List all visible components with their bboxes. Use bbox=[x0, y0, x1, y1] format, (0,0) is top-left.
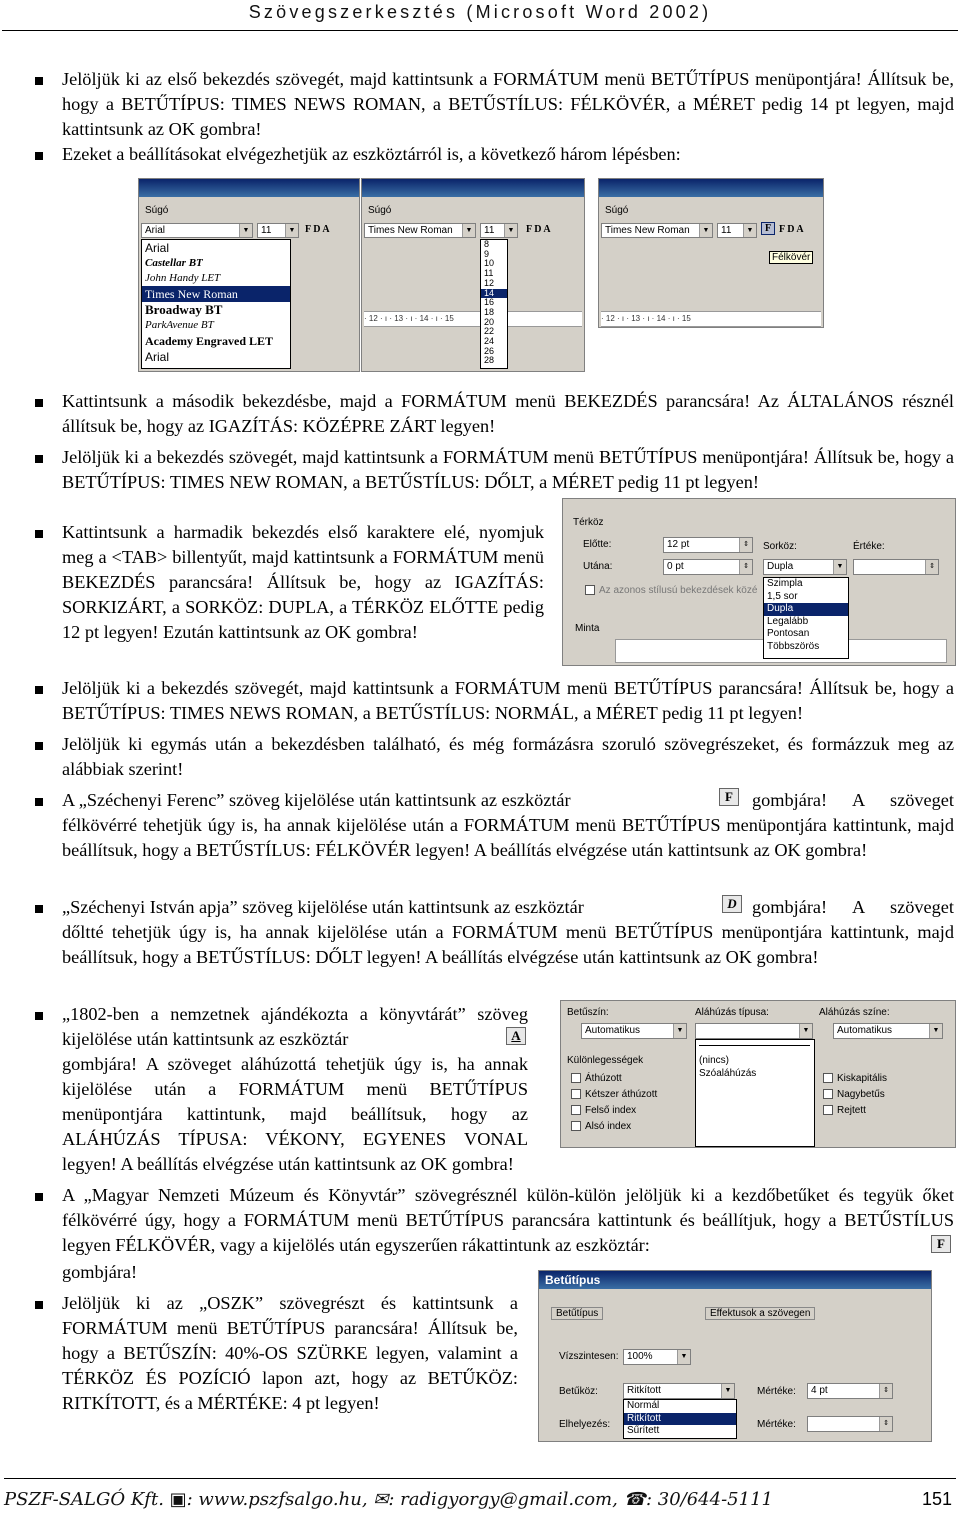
size-list[interactable] bbox=[480, 239, 508, 369]
bullet-text-11b: gombjára! bbox=[62, 1262, 138, 1282]
underline-color-label: Aláhúzás színe: bbox=[819, 1007, 890, 1018]
header-rule bbox=[2, 30, 958, 31]
bullet-marker bbox=[35, 798, 43, 806]
font-name-box[interactable]: Times New Roman ▼ bbox=[364, 223, 476, 238]
character-spacing-dialog-screenshot bbox=[538, 1270, 932, 1442]
list-line[interactable] bbox=[696, 1045, 814, 1055]
position-label: Elhelyezés: bbox=[559, 1419, 611, 1430]
bullet-text-7: Jelöljük ki egymás után a bekezdésben található, és még formázásra szoruló szövegrészeket, és formázzuk meg az alábbiak szerint! bbox=[62, 734, 954, 779]
bullet-marker bbox=[35, 1301, 43, 1309]
underline-type-list[interactable] bbox=[695, 1039, 815, 1147]
effect-checkbox[interactable]: Áthúzott bbox=[571, 1073, 622, 1084]
font-size-box[interactable]: 11 ▼ bbox=[257, 223, 299, 238]
bullet-text-6: Jelöljük ki a bekezdés szövegét, majd kattintsunk a FORMÁTUM menü BETŰTÍPUS parancsára! Állítsuk be, hogy a BETŰTÍPUS: TIMES NEWS ROMAN, a BETŰSTÍLUS: NORMÁL, a MÉRET pedig 11 pt legyen! bbox=[62, 678, 954, 723]
bullet-marker bbox=[35, 399, 43, 407]
chevron-down-icon: ▼ bbox=[833, 560, 846, 574]
effect-checkbox[interactable]: Nagybetűs bbox=[823, 1089, 885, 1100]
bullet-text-5: Kattintsunk a harmadik bekezdés első karaktere elé, nyomjuk meg a <TAB> billentyűt, majd kattintsunk a FORMÁTUM menü BEKEZDÉS parancsára! Állítsuk be, hogy az IGAZÍTÁS: SORKIZÁRT, a SORKÖZ: DUPLA, a TÉRKÖZ ELŐTTE pedig 12 pt legyen! Ezután kattintsunk az OK gombra! bbox=[62, 522, 544, 642]
font-list-item[interactable]: Academy Engraved LET bbox=[145, 334, 274, 348]
bullet-text-9a: „Széchenyi István apja” szöveg kijelölése után kattintsunk az eszköztár bbox=[62, 897, 584, 917]
preview-label: Minta bbox=[575, 623, 600, 634]
footer-contact: PSZF-SALGÓ Kft. ▣: www.pszfsalgo.hu, ✉: radigyorgy@gmail.com, ☎: 30/644-5111 bbox=[4, 1489, 773, 1510]
option[interactable]: Pontosan bbox=[767, 628, 810, 639]
bullet-marker bbox=[35, 1012, 43, 1020]
font-list-item[interactable]: Arial bbox=[145, 241, 170, 255]
menu-label: Súgó bbox=[605, 205, 629, 216]
option[interactable]: Sűrített bbox=[627, 1425, 660, 1436]
underline-color-select[interactable]: Automatikus ▼ bbox=[833, 1023, 943, 1039]
ruler: · 12 · ı · 13 · ı · 14 · ı · 15 bbox=[364, 311, 582, 327]
position-by-field[interactable] bbox=[807, 1416, 893, 1432]
font-size-box[interactable]: 11 ▼ bbox=[717, 223, 757, 238]
font-list-item[interactable]: Castellar BT bbox=[145, 257, 203, 269]
font-list-item[interactable]: ParkAvenue BT bbox=[145, 319, 214, 331]
chevron-down-icon: ▼ bbox=[929, 1024, 942, 1038]
size-list-item[interactable]: 9 bbox=[484, 248, 490, 259]
bullet-text-1: Jelöljük ki az első bekezdés szövegét, majd kattintsunk a FORMÁTUM menü BETŰTÍPUS menüpontjára! Állítsuk be, hogy a BETŰTÍPUS: TIMES NEWS ROMAN, a BETŰSTÍLUS: FÉLKÖVÉR, a MÉRET pedig 14 pt legyen, majd kattintsunk az OK gombra! bbox=[62, 69, 954, 139]
scale-select[interactable]: 100% ▼ bbox=[623, 1349, 691, 1365]
option[interactable]: 1,5 sor bbox=[767, 590, 798, 602]
bullet-marker bbox=[35, 742, 43, 750]
chevron-down-icon: ▼ bbox=[239, 224, 252, 237]
option[interactable]: (nincs) bbox=[699, 1055, 730, 1066]
spacing-select[interactable]: Ritkított ▼ bbox=[623, 1383, 735, 1399]
bullet-text-12: Jelöljük ki az „OSZK” szövegrészt és kattintsunk a FORMÁTUM menü BETŰTÍPUS parancsára! Állítsuk be, hogy a BETŰSZÍN: 40%-OS SZÜRKE legyen, valamint a TÉRKÖZ ÉS POZÍCIÓ lapon azt, hogy az BETŰKÖZ: RITKÍTOTT, és a MÉRTÉKE: 4 pt legyen! bbox=[62, 1293, 518, 1413]
bullet-marker bbox=[35, 530, 43, 538]
size-list-item[interactable]: 24 bbox=[484, 336, 495, 347]
line-spacing-list[interactable] bbox=[763, 577, 849, 659]
font-list-item-selected[interactable]: Times New Roman bbox=[142, 286, 290, 302]
spinner-icon: ⇕ bbox=[739, 560, 752, 574]
font-list-item[interactable]: John Handy LET bbox=[145, 272, 221, 284]
size-list-item[interactable]: 10 bbox=[484, 258, 495, 269]
effect-checkbox[interactable]: Alsó index bbox=[571, 1121, 631, 1132]
chevron-down-icon: ▼ bbox=[721, 1384, 734, 1398]
size-list-item[interactable]: 8 bbox=[484, 239, 490, 249]
paragraph-dialog-screenshot bbox=[562, 498, 956, 666]
size-list-item[interactable]: 26 bbox=[484, 345, 495, 356]
tab-text-effects[interactable]: Effektusok a szövegen bbox=[705, 1307, 815, 1320]
spinner-icon: ⇕ bbox=[925, 560, 938, 574]
line-spacing-label: Sorköz: bbox=[763, 541, 797, 552]
font-dropdown-screenshot bbox=[138, 178, 360, 372]
line-spacing-select[interactable]: Dupla ▼ bbox=[763, 559, 847, 575]
page-number: 151 bbox=[921, 1489, 952, 1509]
chevron-down-icon: ▼ bbox=[677, 1350, 690, 1364]
option[interactable]: Többszörös bbox=[767, 640, 820, 652]
font-color-label: Betűszín: bbox=[567, 1007, 609, 1018]
bullet-text-8a: A „Széchenyi Ferenc” szöveg kijelölése után kattintsunk az eszköztár bbox=[62, 790, 571, 810]
tooltip: Félkövér bbox=[769, 251, 813, 264]
value-label: Értéke: bbox=[853, 541, 885, 552]
size-dropdown-screenshot bbox=[361, 178, 585, 372]
toolbar-format-buttons: F D A bbox=[305, 224, 330, 235]
by-field[interactable]: 4 pt ⇕ bbox=[807, 1383, 893, 1399]
bold-button[interactable]: F bbox=[761, 222, 775, 235]
effect-checkbox[interactable]: Kiskapitális bbox=[823, 1073, 887, 1084]
chevron-down-icon: ▼ bbox=[673, 1024, 686, 1038]
size-list-item[interactable]: 12 bbox=[484, 277, 495, 288]
spinner-icon: ⇕ bbox=[879, 1384, 892, 1398]
bullet-marker bbox=[35, 77, 43, 85]
bullet-text-8b: gombjára! A szöveget félkövérré tehetjük úgy is, ha annak kijelölése után a FORMÁTUM menü BETŰTÍPUS menüpontjára kattintunk, majd beállítsuk, hogy a BETŰSTÍLUS: FÉLKÖVÉR legyen! A beállítás elvégzése után kattintsunk az OK gombra! bbox=[62, 790, 954, 860]
font-name-box[interactable]: Times New Roman ▼ bbox=[601, 223, 713, 238]
by-label: Mértéke: bbox=[757, 1386, 796, 1397]
effect-checkbox[interactable]: Rejtett bbox=[823, 1105, 866, 1116]
scale-label: Vízszintesen: bbox=[559, 1351, 619, 1362]
bullet-text-9b: gombjára! A szöveget dőltté tehetjük úgy is, ha annak kijelölése után a FORMÁTUM menü BETŰTÍPUS menüpontjára kattintunk, majd beállítsuk, hogy a BETŰSTÍLUS: DŐLT legyen! A beállítás elvégzése után kattintsunk az OK gombra! bbox=[62, 897, 954, 967]
before-label: Előtte: bbox=[583, 539, 612, 550]
spacing-group-label: Térköz bbox=[573, 517, 604, 528]
underline-icon: A bbox=[506, 1027, 526, 1045]
bullet-marker bbox=[35, 152, 43, 160]
font-size-box[interactable]: 11 ▼ bbox=[480, 223, 518, 238]
before-field[interactable]: 12 pt ⇕ bbox=[663, 537, 753, 553]
bullet-marker bbox=[35, 686, 43, 694]
size-list-item[interactable]: 22 bbox=[484, 326, 495, 337]
spacing-label: Betűköz: bbox=[559, 1386, 598, 1397]
bullet-text-4: Jelöljük ki a bekezdés szövegét, majd kattintsunk a FORMÁTUM menü BETŰTÍPUS menüpontjára! Állítsuk be, hogy a BETŰTÍPUS: TIMES NEW ROMAN, a BETŰSTÍLUS: DŐLT, a MÉRET pedig 11 pt legyen! bbox=[62, 447, 954, 492]
after-field[interactable]: 0 pt ⇕ bbox=[663, 559, 753, 575]
ruler: · 12 · ı · 13 · ı · 14 · ı · 15 bbox=[601, 311, 821, 327]
option[interactable]: Szóaláhúzás bbox=[699, 1067, 757, 1079]
chevron-down-icon: ▼ bbox=[462, 224, 475, 237]
spinner-icon: ⇕ bbox=[879, 1417, 892, 1431]
size-list-item[interactable]: 20 bbox=[484, 316, 495, 327]
font-list-item[interactable]: Broadway BT bbox=[145, 302, 223, 317]
toolbar-format-buttons: F D A bbox=[526, 224, 551, 235]
bold-icon: F bbox=[719, 788, 739, 806]
bold-button-screenshot bbox=[598, 178, 824, 328]
size-list-item[interactable]: 11 bbox=[484, 268, 494, 279]
underline-type-label: Aláhúzás típusa: bbox=[695, 1007, 769, 1018]
italic-icon: D bbox=[722, 895, 742, 913]
effects-label: Különlegességek bbox=[567, 1055, 644, 1066]
bullet-text-2: Ezeket a beállításokat elvégezhetjük az eszköztárról is, a következő három lépésben: bbox=[62, 144, 681, 164]
font-effects-dialog-screenshot bbox=[560, 1000, 956, 1148]
option-selected[interactable]: Ritkított bbox=[624, 1413, 736, 1426]
running-header: Szövegszerkesztés (Microsoft Word 2002) bbox=[248, 2, 712, 22]
option[interactable]: Normál bbox=[627, 1400, 660, 1411]
bullet-text-10a: „1802-ben a nemzetnek ajándékozta a könyvtárát” szöveg kijelölése után kattintsunk az eszköztár bbox=[62, 1004, 528, 1049]
size-list-item[interactable]: 18 bbox=[484, 306, 495, 317]
bullet-text-11a: A „Magyar Nemzeti Múzeum és Könyvtár” szövegrésznél külön-külön jelöljük ki a kezdőbetűket és tegyük őket félkövérré úgy, hogy a FORMÁTUM menü BETŰTÍPUS parancsára kattintunk és beállítjuk, hogy a BETŰSTÍLUS legyen FÉLKÖVÉR, vagy a kijelölés után egyszerűen rákattintunk az eszköztár: bbox=[62, 1185, 954, 1255]
same-style-checkbox[interactable]: Az azonos stílusú bekezdések közé bbox=[585, 585, 757, 596]
bullet-text-10b: gombjára! A szöveget aláhúzottá tehetjük úgy is, ha annak kijelölése után a FORMÁTUM menü BETŰTÍPUS menüpontjára kattintunk, majd beállítsuk, hogy az ALÁHÚZÁS TÍPUSA: VÉKONY, EGYENES VONAL legyen! A beállítás elvégzése után kattintsunk az OK gombra! bbox=[62, 1054, 528, 1174]
menu-label: Súgó bbox=[145, 205, 169, 216]
chevron-down-icon: ▼ bbox=[285, 224, 298, 237]
bold-icon: F bbox=[931, 1235, 951, 1253]
font-list-item[interactable]: Arial bbox=[145, 350, 170, 364]
tab-font[interactable]: Betűtípus bbox=[551, 1307, 603, 1320]
spinner-icon: ⇕ bbox=[739, 538, 752, 552]
position-by-label: Mértéke: bbox=[757, 1419, 796, 1430]
font-color-select[interactable]: Automatikus ▼ bbox=[581, 1023, 687, 1039]
font-list[interactable] bbox=[141, 239, 291, 369]
dialog-title: Betűtípus bbox=[539, 1271, 931, 1289]
chevron-down-icon: ▼ bbox=[504, 224, 517, 237]
bullet-marker bbox=[35, 905, 43, 913]
option-selected[interactable]: Dupla bbox=[764, 603, 848, 616]
size-list-item[interactable]: 16 bbox=[484, 297, 495, 308]
after-label: Utána: bbox=[583, 561, 613, 572]
bullet-marker bbox=[35, 455, 43, 463]
value-field[interactable] bbox=[853, 559, 939, 575]
spacing-list[interactable] bbox=[623, 1399, 737, 1439]
chevron-down-icon: ▼ bbox=[743, 224, 756, 237]
chevron-down-icon: ▼ bbox=[699, 224, 712, 237]
font-name-box[interactable]: Arial ▼ bbox=[141, 223, 253, 238]
size-list-item-selected[interactable]: 14 bbox=[481, 289, 507, 299]
bullet-marker bbox=[35, 1193, 43, 1201]
chevron-down-icon: ▼ bbox=[799, 1024, 812, 1038]
toolbar-format-buttons: F D A bbox=[779, 224, 804, 235]
menu-label: Súgó bbox=[368, 205, 392, 216]
footer-rule bbox=[4, 1478, 956, 1479]
option[interactable]: Legalább bbox=[767, 615, 809, 627]
size-list-item[interactable]: 28 bbox=[484, 355, 495, 366]
bullet-text-3: Kattintsunk a második bekezdésbe, majd a FORMÁTUM menü BEKEZDÉS parancsára! Az ÁLTALÁNOS résznél állítsuk be, hogy az IGAZÍTÁS: KÖZÉPRE ZÁRT legyen! bbox=[62, 391, 954, 436]
effect-checkbox[interactable]: Felső index bbox=[571, 1105, 636, 1116]
underline-type-select[interactable] bbox=[695, 1023, 813, 1039]
effect-checkbox[interactable]: Kétszer áthúzott bbox=[571, 1089, 657, 1100]
option[interactable]: Szimpla bbox=[767, 578, 803, 589]
